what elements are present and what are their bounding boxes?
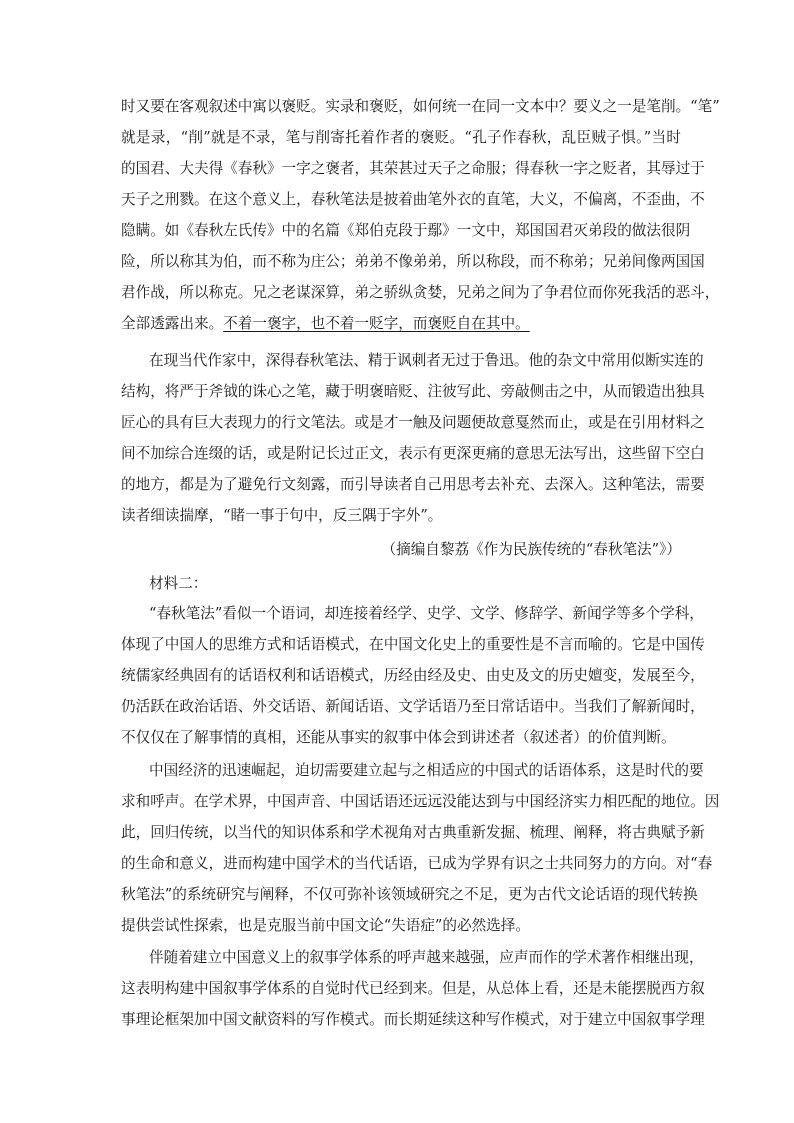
text-line: 不仅仅在了解事情的真相，还能从事实的叙事中体会到讲述者（叙述者）的价值判断。 (121, 729, 676, 746)
text-line: 读者细读揣摩，“睹一事于句中，反三隅于字外”。 (121, 507, 443, 524)
text-line (121, 314, 530, 334)
text-line: 的国君、大夫得《春秋》一字之褒者，其荣甚过天子之命服；得春秋一字之贬者，其辱过于 (121, 160, 705, 177)
text-line: 求和呼声。在学术界，中国声音、中国话语还远远没能达到与中国经济实力相匹配的地位。因 (121, 793, 720, 810)
text-line: 此，回归传统，以当代的知识体系和学术视角对古典重新发掘、梳理、阐释，将古典赋予新 (121, 824, 705, 841)
paragraph-first-line: 伴随着建立中国意义上的叙事学体系的呼声越来越强，应声而作的学术著作相继出现， (149, 949, 704, 966)
text-line: 险，所以称其为伯，而不称为庄公；弟弟不像弟弟，所以称段，而不称弟；兄弟间像两国国 (121, 253, 705, 270)
text-line: 间不加综合连缀的话，或是附记长过正文，表示有更深更痛的意思无法写出，这些留下空白 (121, 445, 705, 462)
text-line: 这表明构建中国叙事学体系的自觉时代已经到来。但是，从总体上看，还是未能摆脱西方叙 (121, 980, 705, 997)
text-fragment: 全部透露出来。 (121, 315, 224, 332)
text-line: 隐瞒。如《春秋左氏传》中的名篇《郑伯克段于鄢》一文中，郑国国君灭弟段的做法很阴 (121, 222, 691, 239)
text-line: 仍活跃在政治话语、外交话语、新闻话语、文学话语乃至日常话语中。当我们了解新闻时， (121, 698, 705, 715)
text-line: 天子之刑戮。在这个意义上，春秋笔法是披着曲笔外衣的直笔，大义，不偏离，不歪曲，不 (121, 191, 705, 208)
text-line: 匠心的具有巨大表现力的行文笔法。或是才一触及问题便故意戛然而止，或是在引用材料之 (121, 414, 705, 431)
section-heading: 材料二： (149, 575, 208, 592)
underlined-sentence: 不着一褒字，也不着一贬字，而褒贬自在其中。 (223, 315, 530, 332)
text-line: 提供尝试性探索，也是克服当前中国文论“失语症”的必然选择。 (121, 917, 530, 934)
text-line: 结构，将严于斧钺的诛心之笔，藏于明褒暗贬、注彼写此、旁敲侧击之中，从而锻造出独具 (121, 383, 705, 400)
text-line: 事理论框架加中国文献资料的写作模式。而长期延续这种写作模式，对于建立中国叙事学理 (121, 1011, 705, 1028)
text-line: 的地方，都是为了避免行文刻露，而引导读者自己用思考去补充、去深入。这种笔法，需要 (121, 476, 705, 493)
text-line: 时又要在客观叙述中寓以褒贬。实录和褒贬，如何统一在同一文本中？要义之一是笔削。“笔” (121, 98, 720, 115)
paragraph-first-line: 中国经济的迅速崛起，迫切需要建立起与之相适应的中国式的话语体系，这是时代的要 (149, 762, 704, 779)
text-line: 体现了中国人的思维方式和话语模式，在中国文化史上的重要性是不言而喻的。它是中国传 (121, 636, 705, 653)
text-line: 统儒家经典固有的话语权利和话语模式，历经由经及史、由史及文的历史嬗变，发展至今， (121, 667, 705, 684)
source-citation: （摘编自黎荔《作为民族传统的“春秋笔法”》） (381, 541, 681, 558)
text-line: 秋笔法”的系统研究与阐释，不仅可弥补该领域研究之不足，更为古代文论话语的现代转换 (121, 886, 698, 903)
paragraph-first-line: 在现当代作家中，深得春秋笔法、精于讽刺者无过于鲁迅。他的杂文中常用似断实连的 (149, 352, 704, 369)
text-line: 就是录，“削”就是不录，笔与削寄托着作者的褒贬。“孔子作春秋，乱臣贼子惧。”当时 (121, 129, 681, 146)
text-line: 君作战，所以称克。兄之老谋深算，弟之骄纵贪婪，兄弟之间为了争君位而你死我活的恶斗， (121, 284, 720, 301)
paragraph-first-line: “春秋笔法”看似一个语词，却连接着经学、史学、文学、修辞学、新闻学等多个学科， (149, 605, 704, 622)
text-line: 的生命和意义，进而构建中国学术的当代话语，已成为学界有识之士共同努力的方向。对“春 (121, 855, 713, 872)
